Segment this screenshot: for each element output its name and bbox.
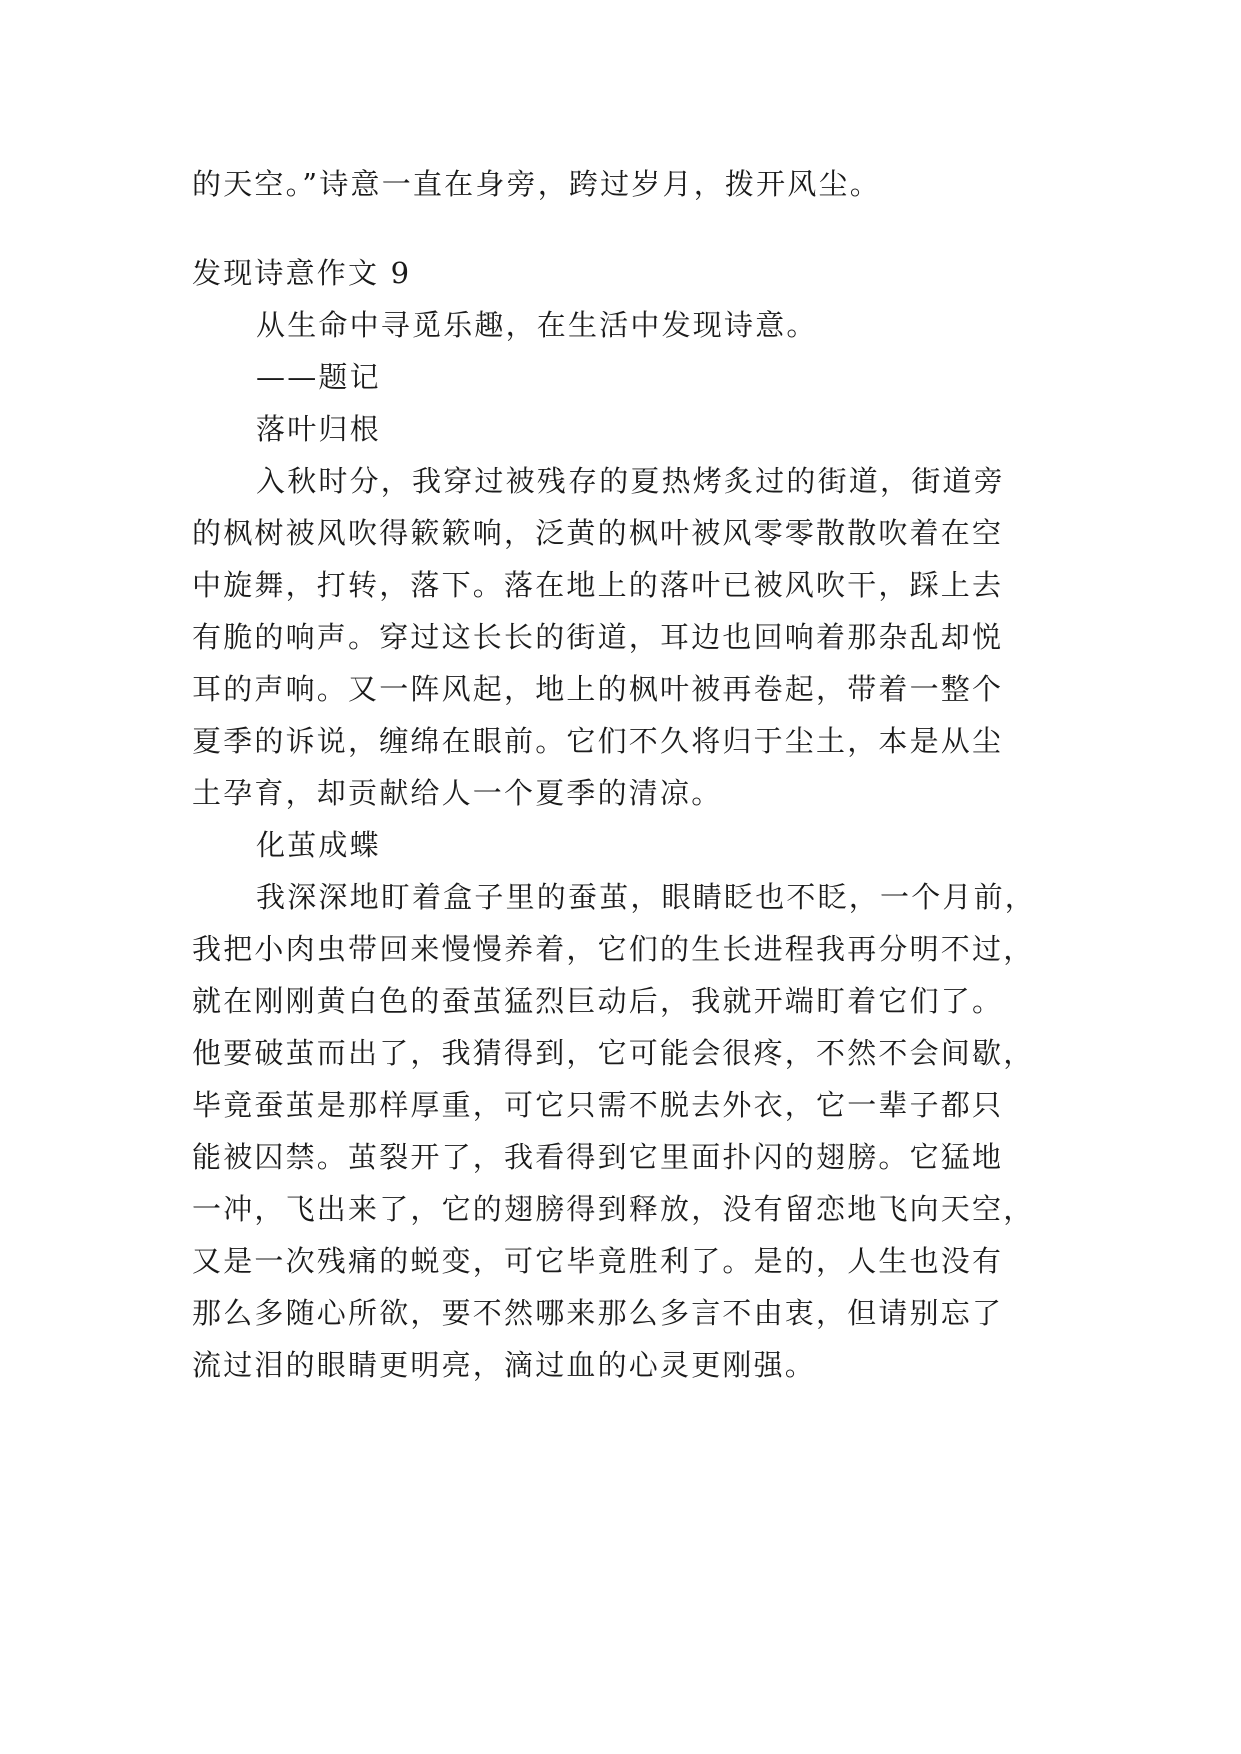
paragraph-line: 的枫树被风吹得簌簌响，泛黄的枫叶被风零零散散吹着在空 bbox=[192, 516, 1004, 550]
paragraph-line: 入秋时分，我穿过被残存的夏热烤炙过的街道，街道旁 bbox=[256, 464, 1005, 498]
paragraph-line: 中旋舞，打转，落下。落在地上的落叶已被风吹干，踩上去 bbox=[192, 568, 1004, 602]
paragraph-line: 毕竟蚕茧是那样厚重，可它只需不脱去外衣，它一辈子都只 bbox=[192, 1088, 1004, 1122]
paragraph-line: 一冲，飞出来了，它的翅膀得到释放，没有留恋地飞向天空， bbox=[192, 1192, 1035, 1226]
epigraph-source: ——题记 bbox=[256, 360, 381, 394]
paragraph-line: 我把小肉虫带回来慢慢养着，它们的生长进程我再分明不过， bbox=[192, 932, 1035, 966]
paragraph-line: 夏季的诉说，缠绵在眼前。它们不久将归于尘土，本是从尘 bbox=[192, 724, 1004, 758]
paragraph-line: 我深深地盯着盒子里的蚕茧，眼睛眨也不眨，一个月前， bbox=[256, 880, 1037, 914]
paragraph-line: 能被囚禁。茧裂开了，我看得到它里面扑闪的翅膀。它猛地 bbox=[192, 1140, 1004, 1174]
paragraph-line: 耳的声响。又一阵风起，地上的枫叶被再卷起，带着一整个 bbox=[192, 672, 1004, 706]
intro-line: 的天空。”诗意一直在身旁，跨过岁月，拨开风尘。 bbox=[192, 167, 881, 201]
paragraph-line: 他要破茧而出了，我猜得到，它可能会很疼，不然不会间歇， bbox=[192, 1036, 1035, 1070]
paragraph-line: 有脆的响声。穿过这长长的街道，耳边也回响着那杂乱却悦 bbox=[192, 620, 1004, 654]
paragraph-line: 又是一次残痛的蜕变，可它毕竟胜利了。是的，人生也没有 bbox=[192, 1244, 1004, 1278]
paragraph-line: 那么多随心所欲，要不然哪来那么多言不由衷，但请别忘了 bbox=[192, 1296, 1004, 1330]
section-title-butterfly: 化茧成蝶 bbox=[256, 828, 381, 862]
paragraph-line: 流过泪的眼睛更明亮，滴过血的心灵更刚强。 bbox=[192, 1348, 817, 1382]
paragraph-line: 土孕育，却贡献给人一个夏季的清凉。 bbox=[192, 776, 723, 810]
essay-heading: 发现诗意作文 9 bbox=[192, 256, 412, 290]
epigraph: 从生命中寻觅乐趣，在生活中发现诗意。 bbox=[256, 308, 818, 342]
paragraph-line: 就在刚刚黄白色的蚕茧猛烈巨动后，我就开端盯着它们了。 bbox=[192, 984, 1004, 1018]
section-title-falling-leaves: 落叶归根 bbox=[256, 412, 381, 446]
